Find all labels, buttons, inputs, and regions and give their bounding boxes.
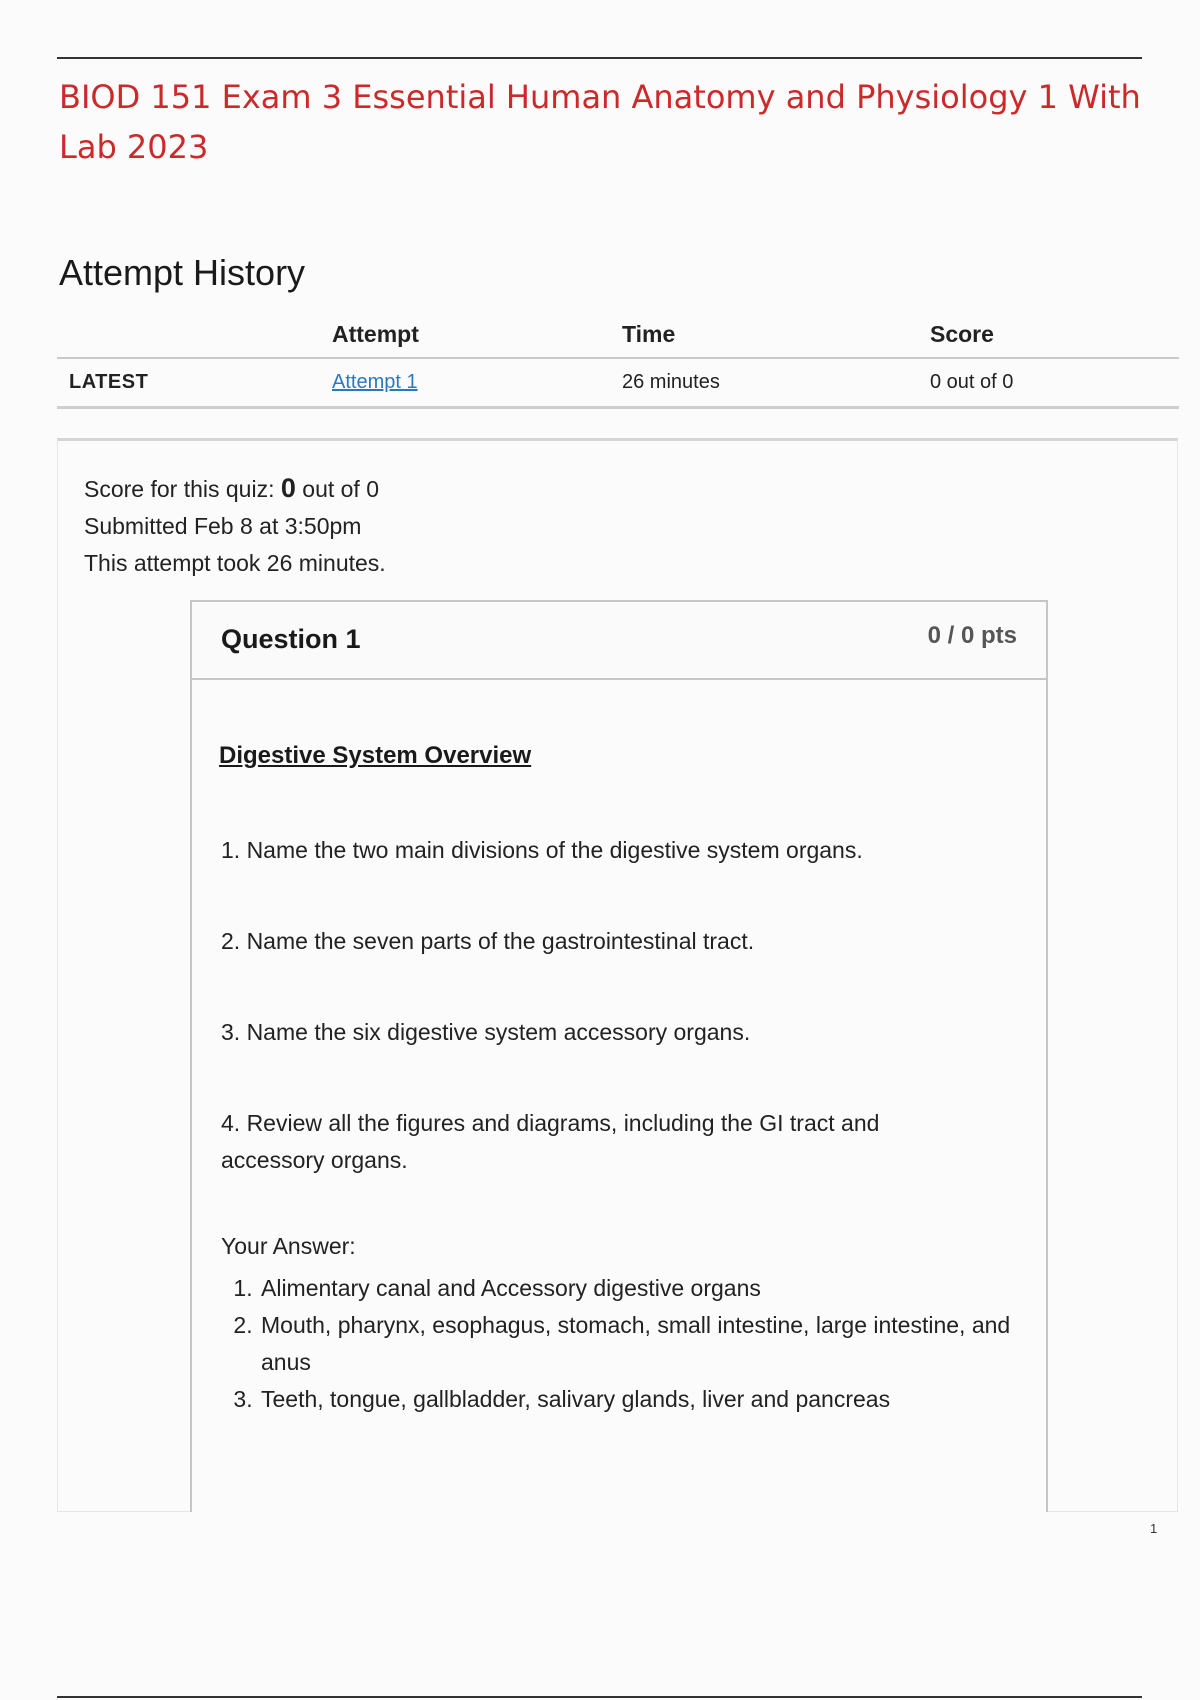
- latest-label-cell: [57, 358, 332, 408]
- duration-line: This attempt took 26 minutes.: [84, 550, 386, 576]
- time-cell: 26 minutes: [622, 358, 930, 408]
- column-header-score: Score: [930, 312, 1179, 358]
- score-line: [84, 470, 386, 508]
- quiz-summary: [84, 470, 386, 582]
- question-points: 0 / 0 pts: [927, 622, 1017, 649]
- column-header-attempt: Attempt: [332, 312, 622, 358]
- answer-item: 1. Alimentary canal and Accessory digestive organs: [259, 1270, 1019, 1307]
- attempt-cell: [332, 358, 622, 408]
- latest-label: LATEST: [69, 371, 149, 393]
- question-item: 3. Name the six digestive system accessory organs.: [221, 1019, 751, 1045]
- question-topic: Digestive System Overview: [219, 742, 532, 769]
- your-answer-label: Your Answer:: [221, 1233, 356, 1259]
- top-rule: [57, 57, 1142, 59]
- column-header-time: Time: [622, 312, 930, 358]
- question-item: 4. Review all the figures and diagrams, including the GI tract and accessory organs.: [221, 1110, 880, 1173]
- question-header: [192, 602, 1046, 680]
- answer-item: 2. Mouth, pharynx, esophagus, stomach, small intestine, large intestine, and anus: [259, 1307, 1019, 1381]
- answer-item: 3. Teeth, tongue, gallbladder, salivary glands, liver and pancreas: [259, 1381, 1019, 1418]
- score-value: 0: [280, 473, 296, 503]
- column-header-label: [57, 312, 332, 358]
- page-number: 1: [1150, 1521, 1158, 1536]
- answer-list: [221, 1270, 1019, 1418]
- table-row: [57, 358, 1179, 408]
- attempt-link[interactable]: Attempt 1: [332, 371, 418, 393]
- score-prefix: Score for this quiz:: [84, 476, 281, 502]
- bottom-rule: [57, 1696, 1142, 1698]
- question-item: 2. Name the seven parts of the gastrointestinal tract.: [221, 928, 755, 954]
- question-item: 1. Name the two main divisions of the digestive system organs.: [221, 837, 863, 863]
- attempt-history-heading: Attempt History: [59, 252, 306, 293]
- submitted-line: Submitted Feb 8 at 3:50pm: [84, 513, 362, 539]
- document-title: BIOD 151 Exam 3 Essential Human Anatomy and Physiology 1 With Lab 2023: [59, 78, 1141, 166]
- score-suffix: out of 0: [295, 476, 380, 502]
- score-cell: 0 out of 0: [930, 358, 1179, 408]
- question-title: Question 1: [221, 624, 361, 654]
- attempt-history-table: [57, 312, 1179, 409]
- table-header-row: [57, 312, 1179, 358]
